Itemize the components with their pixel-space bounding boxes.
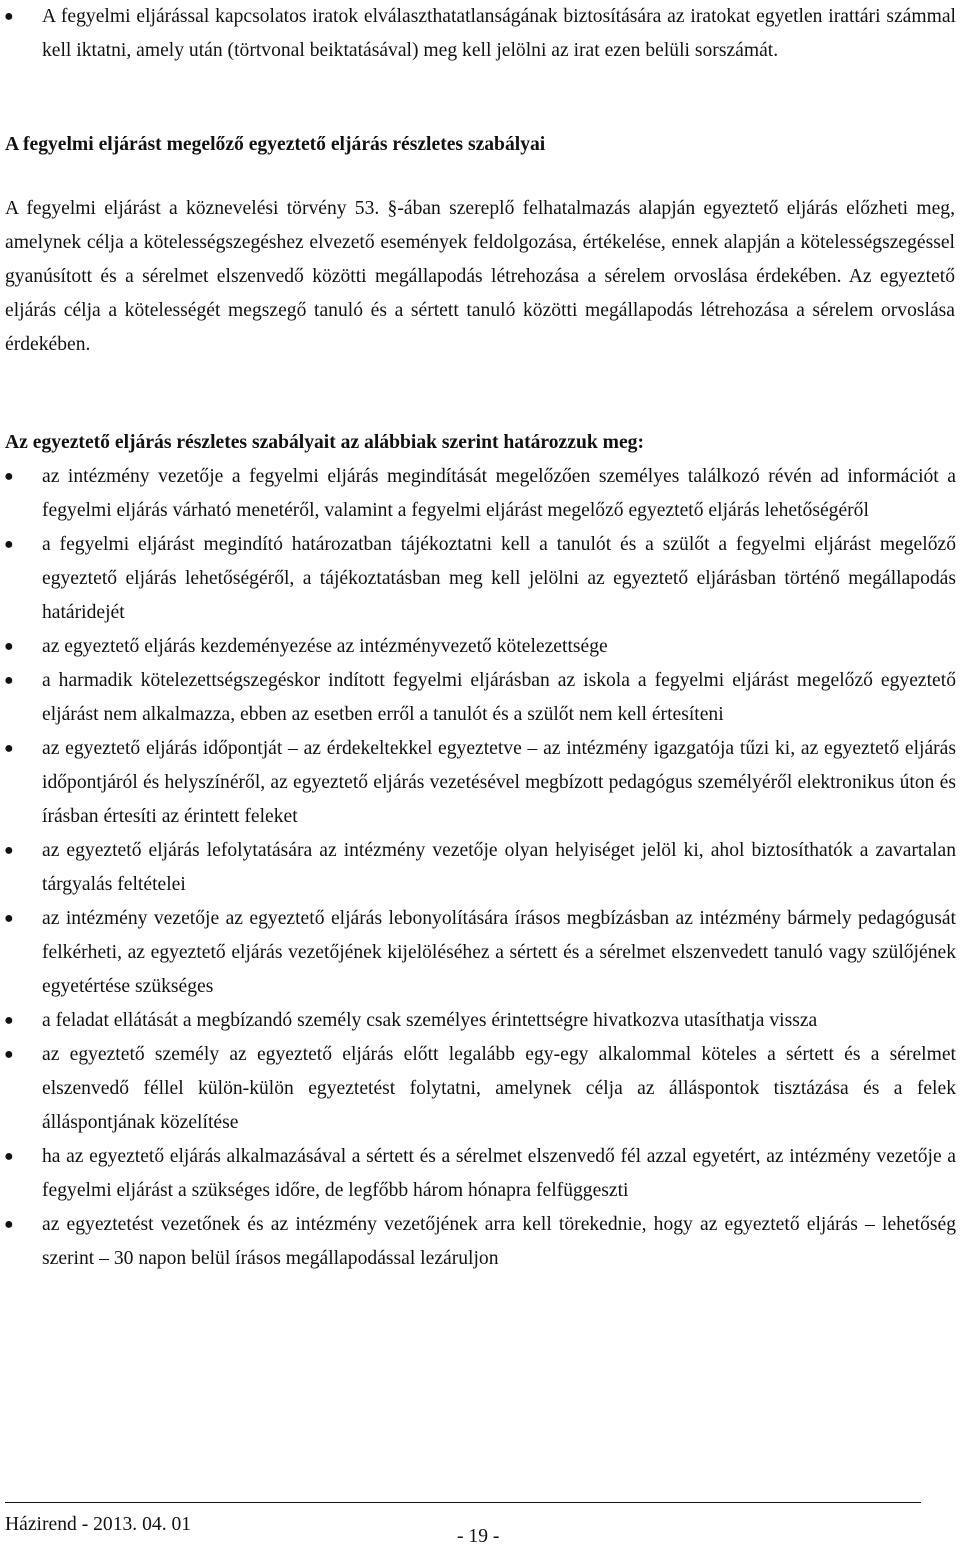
- list-item-text: a harmadik kötelezettségszegéskor indított fegyelmi eljárásban az iskola a fegyelmi eljárást megelőző egyeztető eljárást nem alkalmazza, ebben az esetben erről a tanulót és a szülőt nem kell értesíteni: [42, 670, 956, 725]
- list-item: [0, 460, 960, 528]
- list-item: [0, 0, 960, 68]
- list-item: [0, 834, 960, 902]
- list-item-text: az egyeztető eljárás időpontját – az érdekeltekkel egyeztetve – az intézmény igazgatója tűzi ki, az egyeztető eljárás időpontjáról és helyszínéről, az egyeztető eljárás vezetésével megbízott pedagógus személyéről elektronikus úton és írásban értesíti az érintett feleket: [42, 738, 956, 827]
- rules-list: [0, 460, 960, 1276]
- bullet-icon: ●: [4, 740, 14, 757]
- bullet-icon: ●: [4, 1012, 14, 1029]
- list-item: [0, 1004, 960, 1038]
- footer-divider: [5, 1502, 921, 1503]
- list-item-text: az intézmény vezetője a fegyelmi eljárás megindítását megelőzően személyes találkozó révén ad információt a fegyelmi eljárás várható menetéről, valamint a fegyelmi eljárást megelőző egyeztető eljárás lehetőségéről: [42, 466, 956, 521]
- list-item: [0, 528, 960, 630]
- list-item-text: az egyeztető eljárás kezdeményezése az intézményvezető kötelezettsége: [42, 636, 608, 657]
- bullet-icon: ●: [4, 536, 14, 553]
- list-item-text: az intézmény vezetője az egyeztető eljárás lebonyolítására írásos megbízásban az intézmény bármely pedagógusát felkérheti, az egyeztető eljárás vezetőjének kijelöléséhez a sértett és a sérelmet elszenvedett tanuló vagy szülőjének egyetértése szükséges: [42, 908, 956, 997]
- list-item: [0, 1038, 960, 1140]
- list-item: [0, 1140, 960, 1208]
- list-item-text: az egyeztető személy az egyeztető eljárás előtt legalább egy-egy alkalommal köteles a sértett és a sérelmet elszenvedő féllel külön-külön egyeztetést folytatni, amelynek célja az álláspontok tisztázása és a felek álláspontjának közelítése: [42, 1044, 956, 1133]
- bullet-icon: ●: [4, 468, 14, 485]
- bullet-icon: ●: [4, 638, 14, 655]
- bullet-icon: ●: [4, 910, 14, 927]
- list-item-text: az egyeztetést vezetőnek és az intézmény vezetőjének arra kell törekednie, hogy az egyeztető eljárás – lehetőség szerint – 30 napon belül írásos megállapodással lezáruljon: [42, 1214, 956, 1269]
- list-item: [0, 664, 960, 732]
- bullet-icon: ●: [4, 1148, 14, 1165]
- section-title: A fegyelmi eljárást megelőző egyeztető eljárás részletes szabályai: [5, 134, 546, 155]
- list-item-text: a feladat ellátását a megbízandó személy csak személyes érintettségre hivatkozva utasíthatja vissza: [42, 1010, 818, 1031]
- footer-document-label: Házirend - 2013. 04. 01: [5, 1514, 192, 1535]
- bullet-icon: ●: [4, 1216, 14, 1233]
- intro-paragraph: A fegyelmi eljárást a köznevelési törvény 53. §-ában szereplő felhatalmazás alapján egyeztető eljárás előzheti meg, amelynek célja a kötelességszegéshez elvezető események feldolgozása, értékelése, ennek alapján a kötelességszegéssel gyanúsított és a sérelmet elszenvedő közötti megállapodás létrehozása a sérelem orvoslása érdekében. Az egyeztető eljárás célja a kötelességét megszegő tanuló és a sértett tanuló közötti megállapodás létrehozása a sérelem orvoslása érdekében.: [5, 198, 955, 355]
- bullet-icon: ●: [4, 1046, 14, 1063]
- list-item-text: A fegyelmi eljárással kapcsolatos iratok elválaszthatatlanságának biztosítására az iratokat egyetlen irattári számmal kell iktatni, amely után (törtvonal beiktatásával) meg kell jelölni az irat ezen belüli sorszámát.: [42, 6, 956, 61]
- list-item: [0, 1208, 960, 1276]
- bullet-icon: ●: [4, 842, 14, 859]
- list-item-text: a fegyelmi eljárást megindító határozatban tájékoztatni kell a tanulót és a szülőt a fegyelmi eljárást megelőző egyeztető eljárás lehetőségéről, a tájékoztatásban meg kell jelölni az egyeztető eljárásban történő megállapodás határidejét: [42, 534, 956, 623]
- list-item: [0, 630, 960, 664]
- top-bullet-list: [0, 0, 960, 68]
- list-item-text: ha az egyeztető eljárás alkalmazásával a sértett és a sérelmet elszenvedő fél azzal egyetért, az intézmény vezetője a fegyelmi eljárást a szükséges időre, de legfőbb három hónapra felfüggeszti: [42, 1146, 956, 1201]
- rules-heading: Az egyeztető eljárás részletes szabályait az alábbiak szerint határozzuk meg:: [5, 432, 644, 453]
- bullet-icon: ●: [4, 672, 14, 689]
- list-item: [0, 732, 960, 834]
- page-number: - 19 -: [457, 1526, 500, 1547]
- list-item: [0, 902, 960, 1004]
- list-item-text: az egyeztető eljárás lefolytatására az intézmény vezetője olyan helyiséget jelöl ki, ahol biztosíthatók a zavartalan tárgyalás feltételei: [42, 840, 956, 895]
- bullet-icon: ●: [4, 8, 14, 25]
